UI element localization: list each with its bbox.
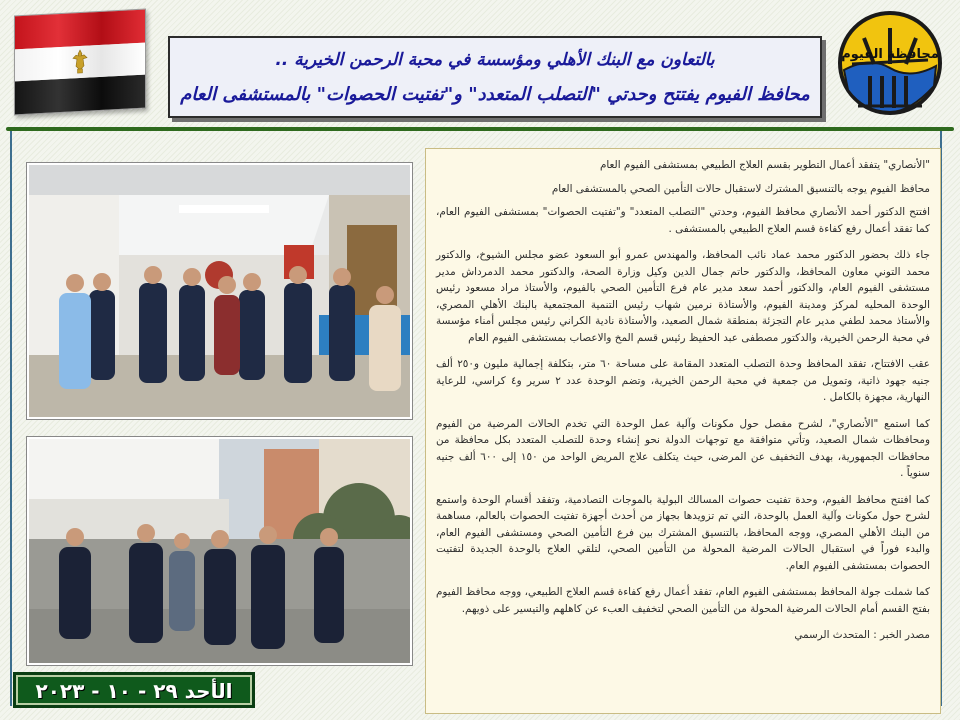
article-body — [425, 148, 941, 714]
headline-line-2: محافظ الفيوم يفتتح وحدتي "التصلب المتعدد" و"تفتيت الحصوات" بالمستشفى العام — [180, 84, 810, 105]
article-paragraph: جاء ذلك بحضور الدكتور محمد عماد نائب المحافظ، والمهندس عمرو أبو السعود عضو مجلس الشيوخ، والدكتور محمد التوني معاون المحافظ، والدكتور حاتم جمال الدين وكيل وزارة الصحة، والدكتور محمد الدمرداش مدير مستشفى الفيوم العام، والدكتور أحمد سعد مدير عام فرع التأمين الصحي بالفيوم، والأستاذ مراد مسعود رئيس الوحدة المحليه لمركز ومدينة الفيوم، والأستاذة نرمين شهاب رئيس التنمية المجتمعية بالبنك الأهلي المصري، والأستاذ محمد لطفي مدير عام التجزئة بمنطقة شمال الصعيد، والأستاذة نادية الكراني رئيس مجلس أمناء مؤسسة في محبة الرحمن الخيرية، والدكتور مصطفى عبد الحفيظ رئيس قسم المخ والاعصاب بمستشفى الفيوم العام — [436, 249, 930, 344]
article-source: مصدر الخبر : المتحدث الرسمي — [794, 629, 930, 641]
frame-border-left — [10, 131, 12, 706]
article-paragraph: "الأنصاري" يتفقد أعمال التطوير بقسم العلاج الطبيعي بمستشفى الفيوم العام — [599, 159, 930, 171]
article-paragraph: افتتح الدكتور أحمد الأنصاري محافظ الفيوم، وحدتي "التصلب المتعدد" و"تفتيت الحصوات" بمستشفى الفيوم العام، كما تفقد أعمال رفع كفاءة قسم العلاج الطبيعي بالمستشفى . — [436, 206, 930, 235]
headline-box — [168, 36, 822, 118]
egypt-flag-image — [14, 9, 146, 116]
date-text: الأحد ٢٩ - ١٠ - ٢٠٢٣ — [35, 679, 233, 703]
eagle-emblem-icon — [71, 48, 89, 75]
headline-line-1: بالتعاون مع البنك الأهلي ومؤسسة في محبة الرحمن الخيرية .. — [275, 50, 715, 70]
article-paragraph: كما شملت جولة المحافظ بمستشفى الفيوم العام، تفقد أعمال رفع كفاءة قسم العلاج الطبيعي، ووجه محافظ الفيوم بفتح القسم أمام الحالات المرضية المحولة من التأمين الصحي لتخفيف العبء عن كاهلهم والتيسير على ذويهم. — [436, 586, 930, 615]
article-paragraph: محافظ الفيوم يوجه بالتنسيق المشترك لاستقبال حالات التأمين الصحي بالمستشفى العام — [551, 182, 930, 195]
logo-text: محافظة الفيوم — [841, 47, 939, 62]
fayoum-governorate-logo — [830, 8, 950, 123]
photo-hospital-interior — [27, 163, 412, 419]
article-paragraph: كما افتتح محافظ الفيوم، وحدة تفتيت حصوات المسالك البولية بالموجات التصادمية، وتفقد أقسام الوحدة واستمع لشرح حول مكونات وآلية العمل بالوحدة، التي تم تزويدها بجهاز من أحدث أجهزة تفتيت الحصوات بالعالم، مساهمة من البنك الأهلي المصري، ووجه المحافظ، بالتنسيق المشترك بين فرع التأمين الصحي ومستشفى الفيوم العام، والبدء فوراً في استقبال الحالات المرضية المحولة من التأمين الصحي، لتلقي العلاج بالوحدة الجديدة لتفتيت الحصوات بمستشفى الفيوم العام. — [436, 493, 930, 572]
article-paragraph: عقب الافتتاح، تفقد المحافظ وحدة التصلب المتعدد المقامة على مساحة ٦٠ متر، بتكلفة إجمالية مليون و٢٥٠ ألف جنيه جهود ذاتية، وتمويل من جمعية في محبة الرحمن الخيرية، وتضم الوحدة عدد ٢ سرير و٤ كراسي، للرعاية النهارية، مجهزة بالكامل . — [436, 358, 930, 403]
article-paragraph: كما استمع "الأنصاري"، لشرح مفصل حول مكونات وآلية عمل الوحدة التي تخدم الحالات المرضية من الفيوم ومحافظات شمال الصعيد، وتأتي متوافقة مع توجهات الدولة نحو إنشاء وحدة للتصلب المتعدد بكل محافظة من محافظات الجمهورية، بهدف التخفيف عن المرضى، حيث يتكلف علاج المريض الواحد من ١٥٠ إلى ٦٠٠ ألف جنيه سنوياً . — [436, 417, 930, 479]
photo-officials-walking — [27, 437, 412, 665]
date-banner — [13, 672, 255, 708]
header-divider — [6, 127, 954, 131]
